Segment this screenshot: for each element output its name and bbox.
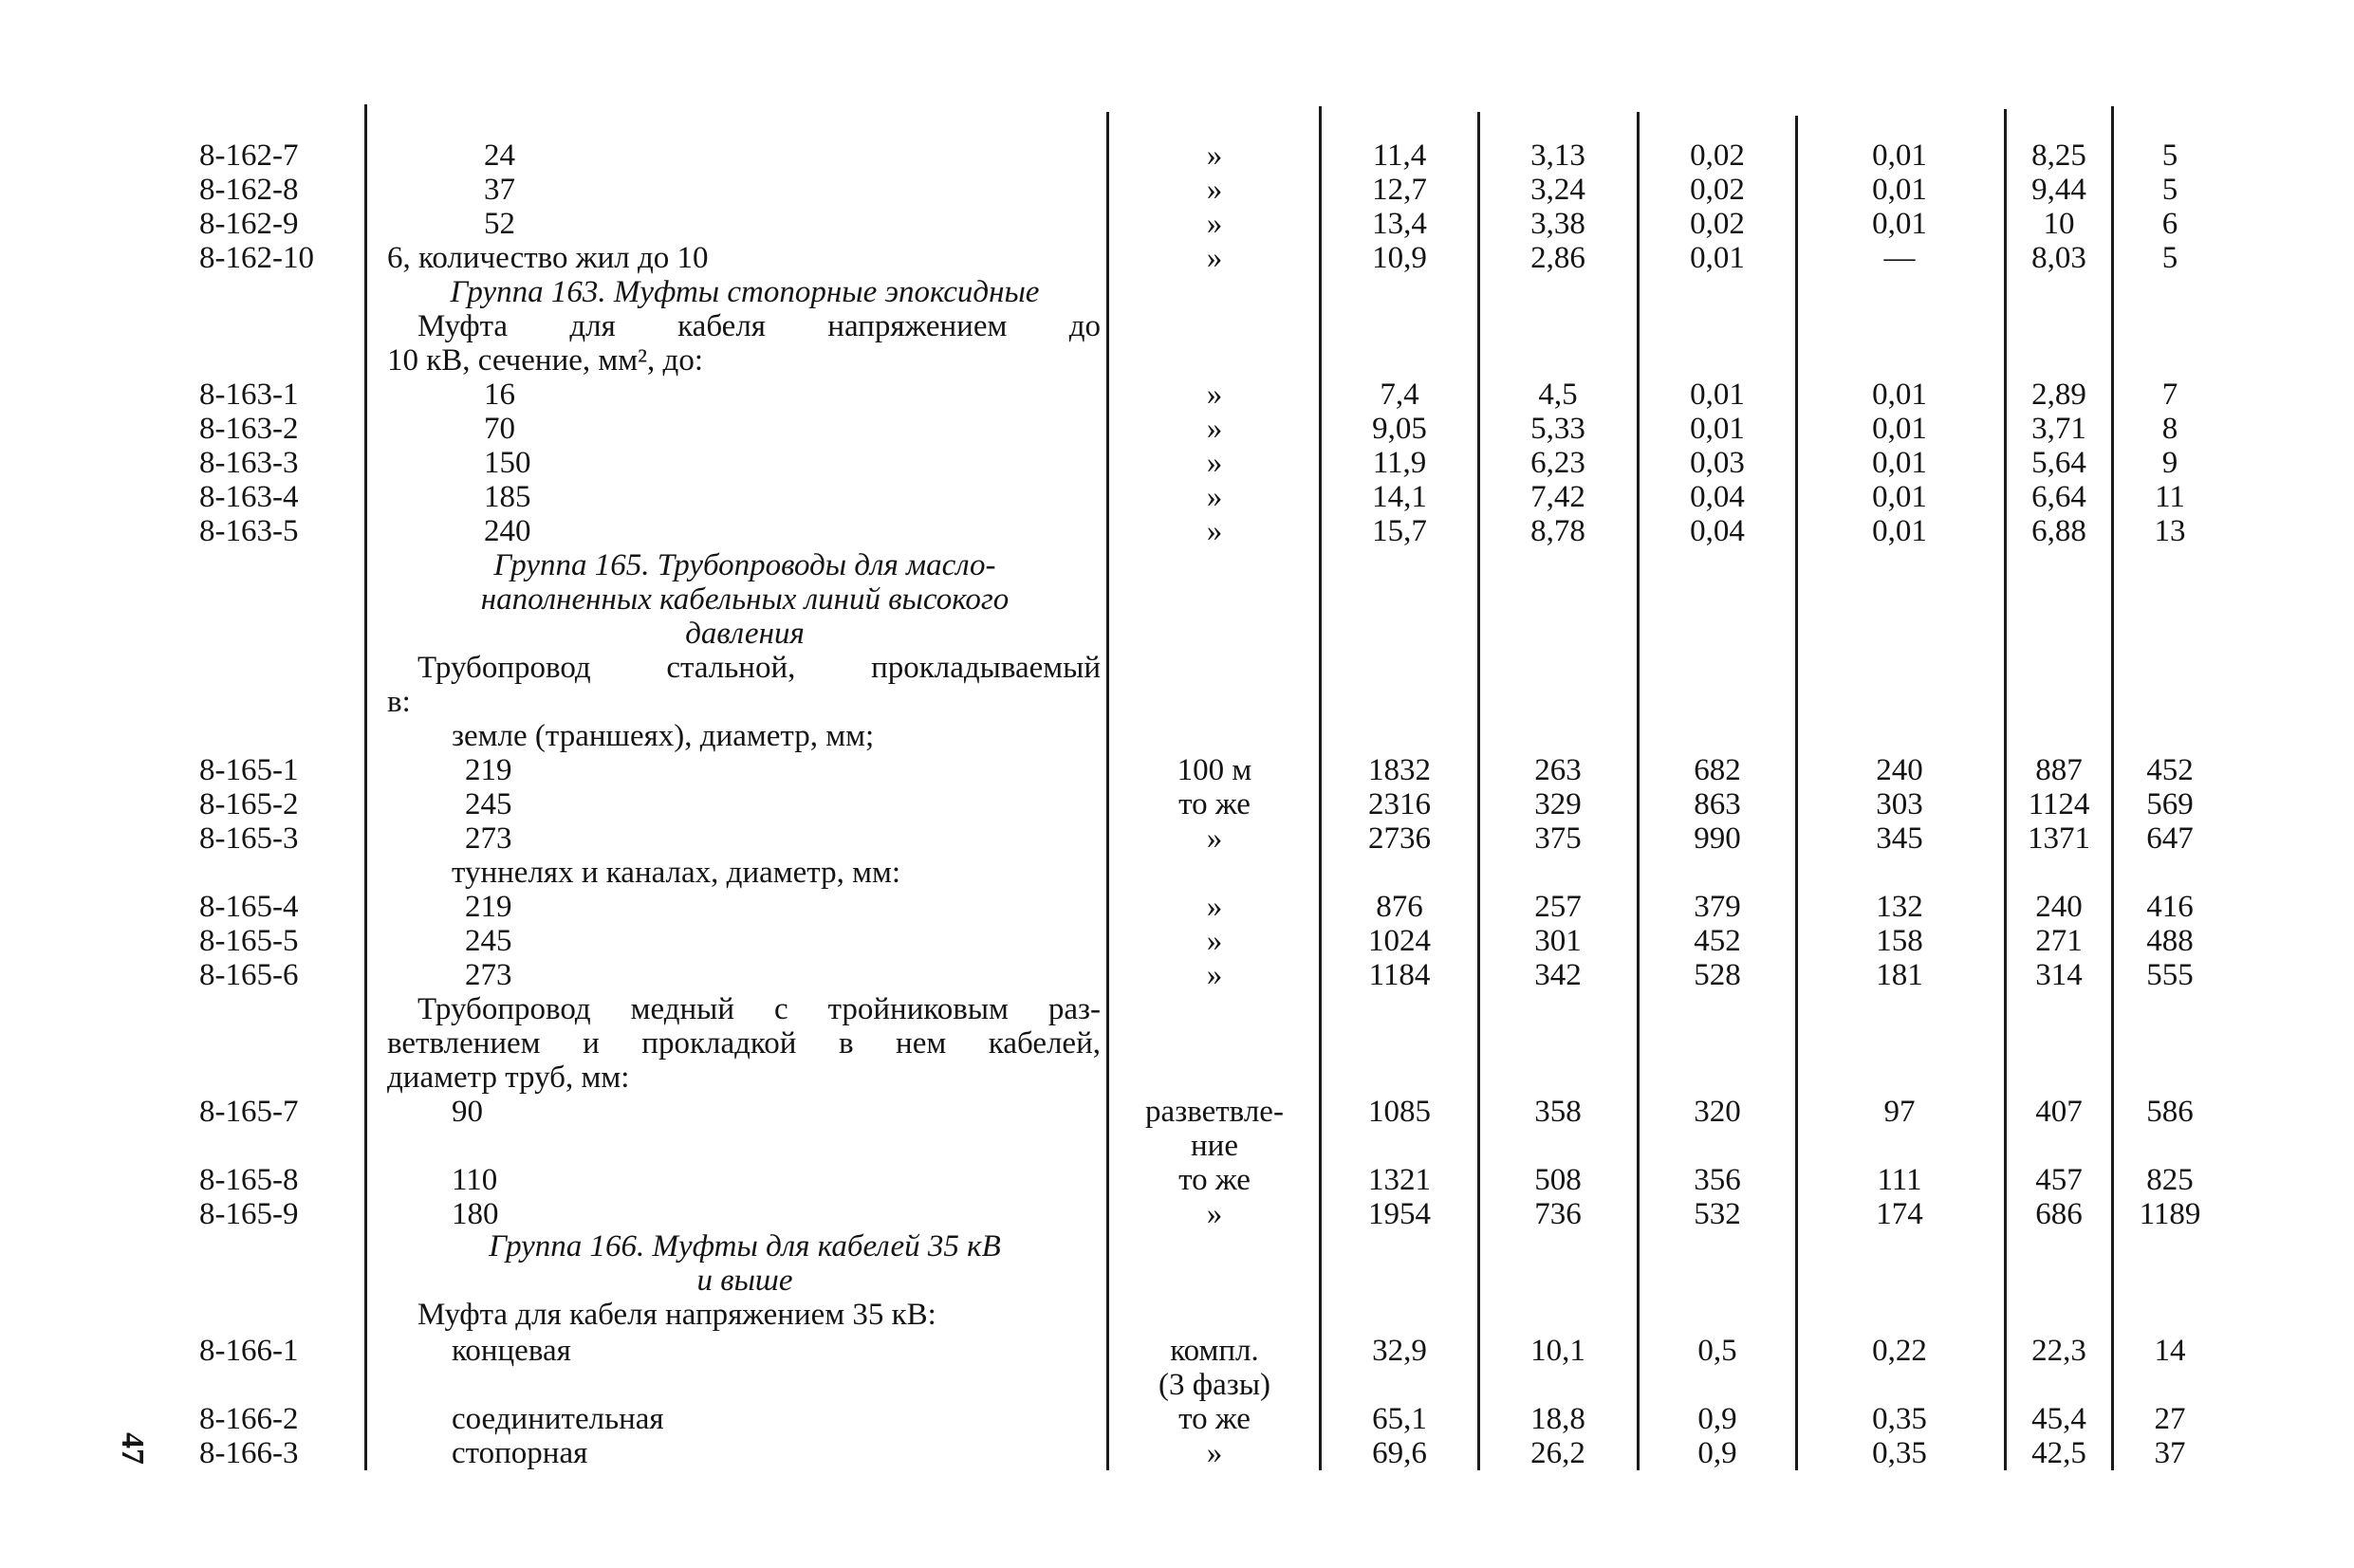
row-description: 219 (465, 890, 512, 924)
row-value-c1: 2316 (1368, 787, 1431, 821)
row-description: 150 (484, 446, 531, 480)
row-code: 8-162-10 (199, 241, 314, 275)
group-166-heading: и выше (696, 1264, 793, 1298)
row-unit: разветвле- (1145, 1095, 1284, 1129)
row-value-c5: 887 (2035, 753, 2083, 787)
row-value-c6: 5 (2161, 241, 2178, 275)
row-value-c1: 1321 (1368, 1163, 1431, 1197)
row-description: 37 (484, 173, 515, 207)
row-value-c6: 488 (2146, 924, 2194, 958)
row-value-c3: 452 (1694, 924, 1741, 958)
row-unit: » (1206, 412, 1223, 446)
row-value-c2: 5,33 (1530, 412, 1585, 446)
column-rule (1795, 116, 1798, 1470)
row-value-c6: 555 (2146, 958, 2194, 992)
row-unit-continued: (3 фазы) (1158, 1368, 1270, 1402)
row-value-c1: 32,9 (1372, 1334, 1427, 1368)
row-description: 110 (452, 1163, 498, 1197)
row-value-c1: 1085 (1368, 1095, 1431, 1129)
row-value-c3: 0,01 (1690, 412, 1745, 446)
row-value-c3: 379 (1694, 890, 1741, 924)
row-value-c1: 15,7 (1372, 514, 1427, 548)
row-value-c3: 0,01 (1690, 378, 1745, 412)
row-value-c4: 0,01 (1872, 514, 1927, 548)
row-value-c1: 7,4 (1380, 378, 1419, 412)
row-code: 8-166-2 (199, 1402, 299, 1436)
row-value-c3: 0,02 (1690, 138, 1745, 173)
row-value-c3: 0,01 (1690, 241, 1745, 275)
row-value-c3: 682 (1694, 753, 1741, 787)
row-value-c3: 0,5 (1697, 1334, 1737, 1368)
row-value-c3: 0,04 (1690, 480, 1745, 514)
row-value-c6: 647 (2146, 821, 2194, 856)
row-value-c5: 686 (2035, 1197, 2083, 1231)
row-value-c3: 356 (1694, 1163, 1741, 1197)
group-165-description: в: (387, 685, 411, 719)
row-value-c2: 375 (1534, 821, 1582, 856)
row-value-c3: 863 (1694, 787, 1741, 821)
row-value-c1: 1184 (1368, 958, 1431, 992)
row-unit: » (1206, 138, 1223, 173)
row-value-c4: 0,22 (1872, 1334, 1927, 1368)
row-value-c2: 342 (1534, 958, 1582, 992)
row-value-c6: 1189 (2139, 1197, 2201, 1231)
row-value-c6: 13 (2154, 514, 2186, 548)
row-value-c6: 452 (2146, 753, 2194, 787)
row-code: 8-163-5 (199, 514, 299, 548)
row-value-c5: 6,64 (2031, 480, 2086, 514)
group-165-heading: давления (685, 617, 805, 651)
row-value-c1: 69,6 (1372, 1436, 1427, 1470)
page-number: 47 (115, 1432, 150, 1465)
row-value-c5: 240 (2035, 890, 2083, 924)
row-value-c5: 2,89 (2031, 378, 2086, 412)
column-rule (1319, 106, 1322, 1470)
row-value-c6: 5 (2161, 173, 2178, 207)
row-value-c2: 301 (1534, 924, 1582, 958)
row-description: 6, количество жил до 10 (387, 241, 709, 275)
row-value-c1: 11,9 (1372, 446, 1427, 480)
row-code: 8-162-9 (199, 207, 299, 241)
row-value-c6: 6 (2161, 207, 2178, 241)
group-165-description: ветвлением и прокладкой в нем кабелей, (387, 1026, 1101, 1061)
group-165-subheading: туннелях и каналах, диаметр, мм: (452, 856, 901, 890)
row-value-c4: 111 (1877, 1163, 1922, 1197)
row-value-c1: 12,7 (1372, 173, 1427, 207)
row-value-c3: 0,03 (1690, 446, 1745, 480)
group-165-heading: наполненных кабельных линий высокого (480, 582, 1010, 617)
row-value-c4: 0,01 (1872, 446, 1927, 480)
row-value-c2: 3,24 (1530, 173, 1585, 207)
row-value-c2: 8,78 (1530, 514, 1585, 548)
row-value-c5: 8,25 (2031, 138, 2086, 173)
row-value-c5: 5,64 (2031, 446, 2086, 480)
row-value-c3: 532 (1694, 1197, 1741, 1231)
row-value-c1: 1954 (1368, 1197, 1431, 1231)
row-value-c3: 0,9 (1697, 1436, 1737, 1470)
column-rule (2004, 109, 2007, 1470)
row-value-c5: 22,3 (2031, 1334, 2086, 1368)
row-value-c6: 37 (2154, 1436, 2186, 1470)
row-value-c4: 0,35 (1872, 1402, 1927, 1436)
row-code: 8-165-4 (199, 890, 299, 924)
row-value-c6: 27 (2154, 1402, 2186, 1436)
group-166-description: Муфта для кабеля напряжением 35 кВ: (417, 1298, 936, 1332)
row-value-c4: 0,01 (1872, 138, 1927, 173)
row-code: 8-166-1 (199, 1334, 299, 1368)
row-value-c2: 4,5 (1538, 378, 1578, 412)
row-value-c6: 14 (2154, 1334, 2186, 1368)
row-code: 8-165-5 (199, 924, 299, 958)
row-description: 219 (465, 753, 512, 787)
row-value-c3: 0,9 (1697, 1402, 1737, 1436)
row-code: 8-165-6 (199, 958, 299, 992)
row-value-c6: 416 (2146, 890, 2194, 924)
column-rule (364, 104, 367, 1470)
row-value-c1: 10,9 (1372, 241, 1427, 275)
row-value-c3: 320 (1694, 1095, 1741, 1129)
row-code: 8-165-3 (199, 821, 299, 856)
row-value-c6: 586 (2146, 1095, 2194, 1129)
row-value-c3: 990 (1694, 821, 1741, 856)
row-value-c4: 97 (1883, 1095, 1916, 1129)
group-163-heading: Группа 163. Муфты стопорные эпоксидные (450, 275, 1040, 309)
row-code: 8-165-2 (199, 787, 299, 821)
row-value-c5: 457 (2035, 1163, 2083, 1197)
row-value-c2: 7,42 (1530, 480, 1585, 514)
row-code: 8-163-3 (199, 446, 299, 480)
row-code: 8-163-4 (199, 480, 299, 514)
row-value-c1: 65,1 (1372, 1402, 1427, 1436)
row-unit-continued: ние (1191, 1129, 1238, 1163)
row-description: 180 (452, 1197, 499, 1231)
row-unit: » (1206, 207, 1223, 241)
row-unit: компл. (1170, 1334, 1259, 1368)
row-value-c6: 8 (2161, 412, 2178, 446)
row-description: концевая (452, 1334, 571, 1368)
row-code: 8-162-7 (199, 138, 299, 173)
row-value-c6: 9 (2161, 446, 2178, 480)
row-value-c1: 9,05 (1372, 412, 1427, 446)
row-code: 8-163-1 (199, 378, 299, 412)
row-value-c2: 263 (1534, 753, 1582, 787)
row-value-c2: 329 (1534, 787, 1582, 821)
row-value-c4: 0,01 (1872, 480, 1927, 514)
group-165-description: Трубопровод медный с тройниковым раз- (417, 992, 1101, 1026)
row-value-c3: 0,04 (1690, 514, 1745, 548)
row-unit: » (1206, 480, 1223, 514)
row-unit: » (1206, 514, 1223, 548)
group-165-description: диаметр труб, мм: (387, 1061, 630, 1095)
row-description: 16 (484, 378, 515, 412)
row-description: 52 (484, 207, 515, 241)
row-value-c5: 1124 (2028, 787, 2090, 821)
row-value-c2: 508 (1534, 1163, 1582, 1197)
row-unit: » (1206, 173, 1223, 207)
row-value-c1: 13,4 (1372, 207, 1427, 241)
row-value-c4: 0,01 (1872, 173, 1927, 207)
row-value-c1: 11,4 (1372, 138, 1427, 173)
row-code: 8-165-8 (199, 1163, 299, 1197)
row-unit: » (1206, 890, 1223, 924)
row-value-c4: 0,01 (1872, 412, 1927, 446)
row-value-c2: 10,1 (1530, 1334, 1585, 1368)
row-value-c6: 7 (2161, 378, 2178, 412)
column-rule (1637, 112, 1640, 1470)
row-description: 273 (465, 821, 512, 856)
row-value-c5: 1371 (2028, 821, 2090, 856)
row-value-c1: 1832 (1368, 753, 1431, 787)
row-value-c5: 9,44 (2031, 173, 2086, 207)
row-description: 240 (484, 514, 531, 548)
row-value-c1: 14,1 (1372, 480, 1427, 514)
row-value-c4: 0,01 (1872, 378, 1927, 412)
row-description: 70 (484, 412, 515, 446)
row-description: 185 (484, 480, 531, 514)
row-value-c6: 569 (2146, 787, 2194, 821)
row-code: 8-163-2 (199, 412, 299, 446)
row-value-c4: 174 (1876, 1197, 1923, 1231)
row-value-c5: 271 (2035, 924, 2083, 958)
row-value-c4: 345 (1876, 821, 1923, 856)
row-unit: то же (1178, 1402, 1251, 1436)
row-description: 245 (465, 924, 512, 958)
group-163-description: 10 кВ, сечение, мм², до: (387, 343, 703, 378)
row-value-c2: 257 (1534, 890, 1582, 924)
row-value-c2: 3,38 (1530, 207, 1585, 241)
row-value-c5: 3,71 (2031, 412, 2086, 446)
row-value-c1: 876 (1376, 890, 1423, 924)
row-value-c2: 3,13 (1530, 138, 1585, 173)
row-unit: » (1206, 924, 1223, 958)
column-rule (1477, 112, 1480, 1470)
row-value-c5: 42,5 (2031, 1436, 2086, 1470)
row-unit: » (1206, 241, 1223, 275)
column-rule (2111, 106, 2114, 1470)
row-value-c6: 5 (2161, 138, 2178, 173)
row-unit: то же (1178, 1163, 1251, 1197)
row-value-c4: 240 (1876, 753, 1923, 787)
column-rule (1106, 112, 1109, 1470)
row-description: 245 (465, 787, 512, 821)
row-code: 8-165-1 (199, 753, 299, 787)
row-unit: 100 м (1177, 753, 1252, 787)
row-value-c4: 0,35 (1872, 1436, 1927, 1470)
row-value-c2: 2,86 (1530, 241, 1585, 275)
row-value-c1: 2736 (1368, 821, 1431, 856)
row-value-c4: — (1883, 241, 1916, 275)
row-description: стопорная (452, 1436, 588, 1470)
group-163-description: Муфта для кабеля напряжением до (417, 309, 1101, 343)
row-value-c4: 181 (1876, 958, 1923, 992)
row-unit: то же (1178, 787, 1251, 821)
group-165-description: Трубопровод стальной, прокладываемый (417, 651, 1101, 685)
row-value-c4: 132 (1876, 890, 1923, 924)
row-value-c5: 314 (2035, 958, 2083, 992)
row-value-c4: 158 (1876, 924, 1923, 958)
row-value-c5: 8,03 (2031, 241, 2086, 275)
row-value-c3: 0,02 (1690, 207, 1745, 241)
row-code: 8-166-3 (199, 1436, 299, 1470)
row-code: 8-165-7 (199, 1095, 299, 1129)
row-value-c1: 1024 (1368, 924, 1431, 958)
row-code: 8-162-8 (199, 173, 299, 207)
row-value-c2: 736 (1534, 1197, 1582, 1231)
row-value-c2: 6,23 (1530, 446, 1585, 480)
row-unit: » (1206, 378, 1223, 412)
row-value-c2: 18,8 (1530, 1402, 1585, 1436)
row-value-c2: 26,2 (1530, 1436, 1585, 1470)
row-value-c3: 0,02 (1690, 173, 1745, 207)
row-value-c5: 6,88 (2031, 514, 2086, 548)
row-value-c3: 528 (1694, 958, 1741, 992)
row-unit: » (1206, 446, 1223, 480)
group-166-heading: Группа 166. Муфты для кабелей 35 кВ (489, 1229, 1001, 1264)
row-unit: » (1206, 958, 1223, 992)
row-unit: » (1206, 1197, 1223, 1231)
group-165-subheading: земле (траншеях), диаметр, мм; (452, 719, 875, 753)
row-value-c5: 407 (2035, 1095, 2083, 1129)
row-description: 273 (465, 958, 512, 992)
row-description: соединительная (452, 1402, 664, 1436)
row-value-c6: 825 (2146, 1163, 2194, 1197)
row-value-c4: 0,01 (1872, 207, 1927, 241)
group-165-heading: Группа 165. Трубопроводы для масло- (493, 548, 996, 582)
row-value-c4: 303 (1876, 787, 1923, 821)
row-value-c2: 358 (1534, 1095, 1582, 1129)
row-description: 90 (452, 1095, 483, 1129)
row-description: 24 (484, 138, 515, 173)
row-unit: » (1206, 1436, 1223, 1470)
row-code: 8-165-9 (199, 1197, 299, 1231)
row-value-c6: 11 (2155, 480, 2185, 514)
row-unit: » (1206, 821, 1223, 856)
row-value-c5: 45,4 (2031, 1402, 2086, 1436)
row-value-c5: 10 (2043, 207, 2075, 241)
